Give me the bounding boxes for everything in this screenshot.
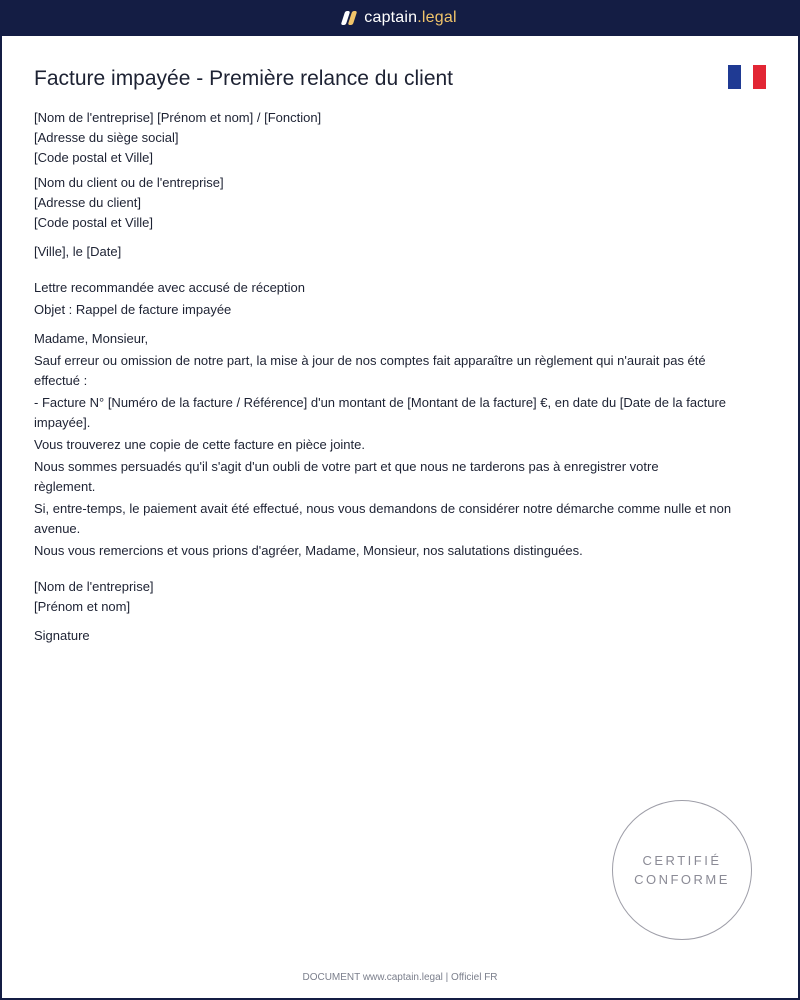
letter-content bbox=[34, 36, 770, 646]
recipient-line: [Nom du client ou de l'entreprise] bbox=[34, 175, 224, 190]
place-date: [Ville], le [Date] bbox=[34, 244, 122, 259]
body-paragraph: Nous sommes persuadés qu'il s'agit d'un oubli de votre part et que nous ne tarderons pas à enregistrer votre règlement. bbox=[34, 459, 659, 494]
stamp-line: CONFORME bbox=[634, 872, 730, 887]
closing-line: [Prénom et nom] bbox=[34, 599, 131, 614]
sender-line: [Nom de l'entreprise] [Prénom et nom] / [Fonction] bbox=[34, 110, 322, 125]
certified-stamp bbox=[612, 800, 752, 940]
salutation: Madame, Monsieur, bbox=[34, 331, 149, 346]
closing-block bbox=[34, 577, 770, 617]
page-footer: DOCUMENT www.captain.legal | Officiel FR bbox=[302, 972, 498, 983]
recipient-address bbox=[34, 173, 770, 233]
body-paragraph: - Facture N° [Numéro de la facture / Référence] d'un montant de [Montant de la facture] €, en date du [Date de la facture impayée]. bbox=[34, 395, 727, 430]
body-paragraph: Sauf erreur ou omission de notre part, la mise à jour de nos comptes fait apparaître un règlement qui n'aurait pas été effectué : bbox=[34, 353, 706, 388]
body-paragraph: Vous trouverez une copie de cette facture en pièce jointe. bbox=[34, 437, 365, 452]
captain-legal-logo-icon bbox=[341, 11, 358, 25]
closing-line: [Nom de l'entreprise] bbox=[34, 579, 154, 594]
recipient-line: [Code postal et Ville] bbox=[34, 215, 153, 230]
sender-address bbox=[34, 108, 770, 168]
page-title: Facture impayée - Première relance du client bbox=[34, 67, 454, 90]
delivery-mode: Lettre recommandée avec accusé de réception bbox=[34, 280, 305, 295]
signature-label: Signature bbox=[34, 628, 90, 643]
brand-name: captain.legal bbox=[364, 9, 457, 26]
stamp-line: CERTIFIÉ bbox=[642, 853, 722, 868]
letter-subject: Objet : Rappel de facture impayée bbox=[34, 302, 232, 317]
body-paragraph: Si, entre-temps, le paiement avait été effectué, nous vous demandons de considérer notre démarche comme nulle et non avenue. bbox=[34, 501, 732, 536]
top-bar bbox=[2, 0, 798, 36]
recipient-line: [Adresse du client] bbox=[34, 195, 141, 210]
body-paragraph: Nous vous remercions et vous prions d'agréer, Madame, Monsieur, nos salutations distinguées. bbox=[34, 543, 583, 558]
sender-line: [Code postal et Ville] bbox=[34, 150, 153, 165]
sender-line: [Adresse du siège social] bbox=[34, 130, 179, 145]
